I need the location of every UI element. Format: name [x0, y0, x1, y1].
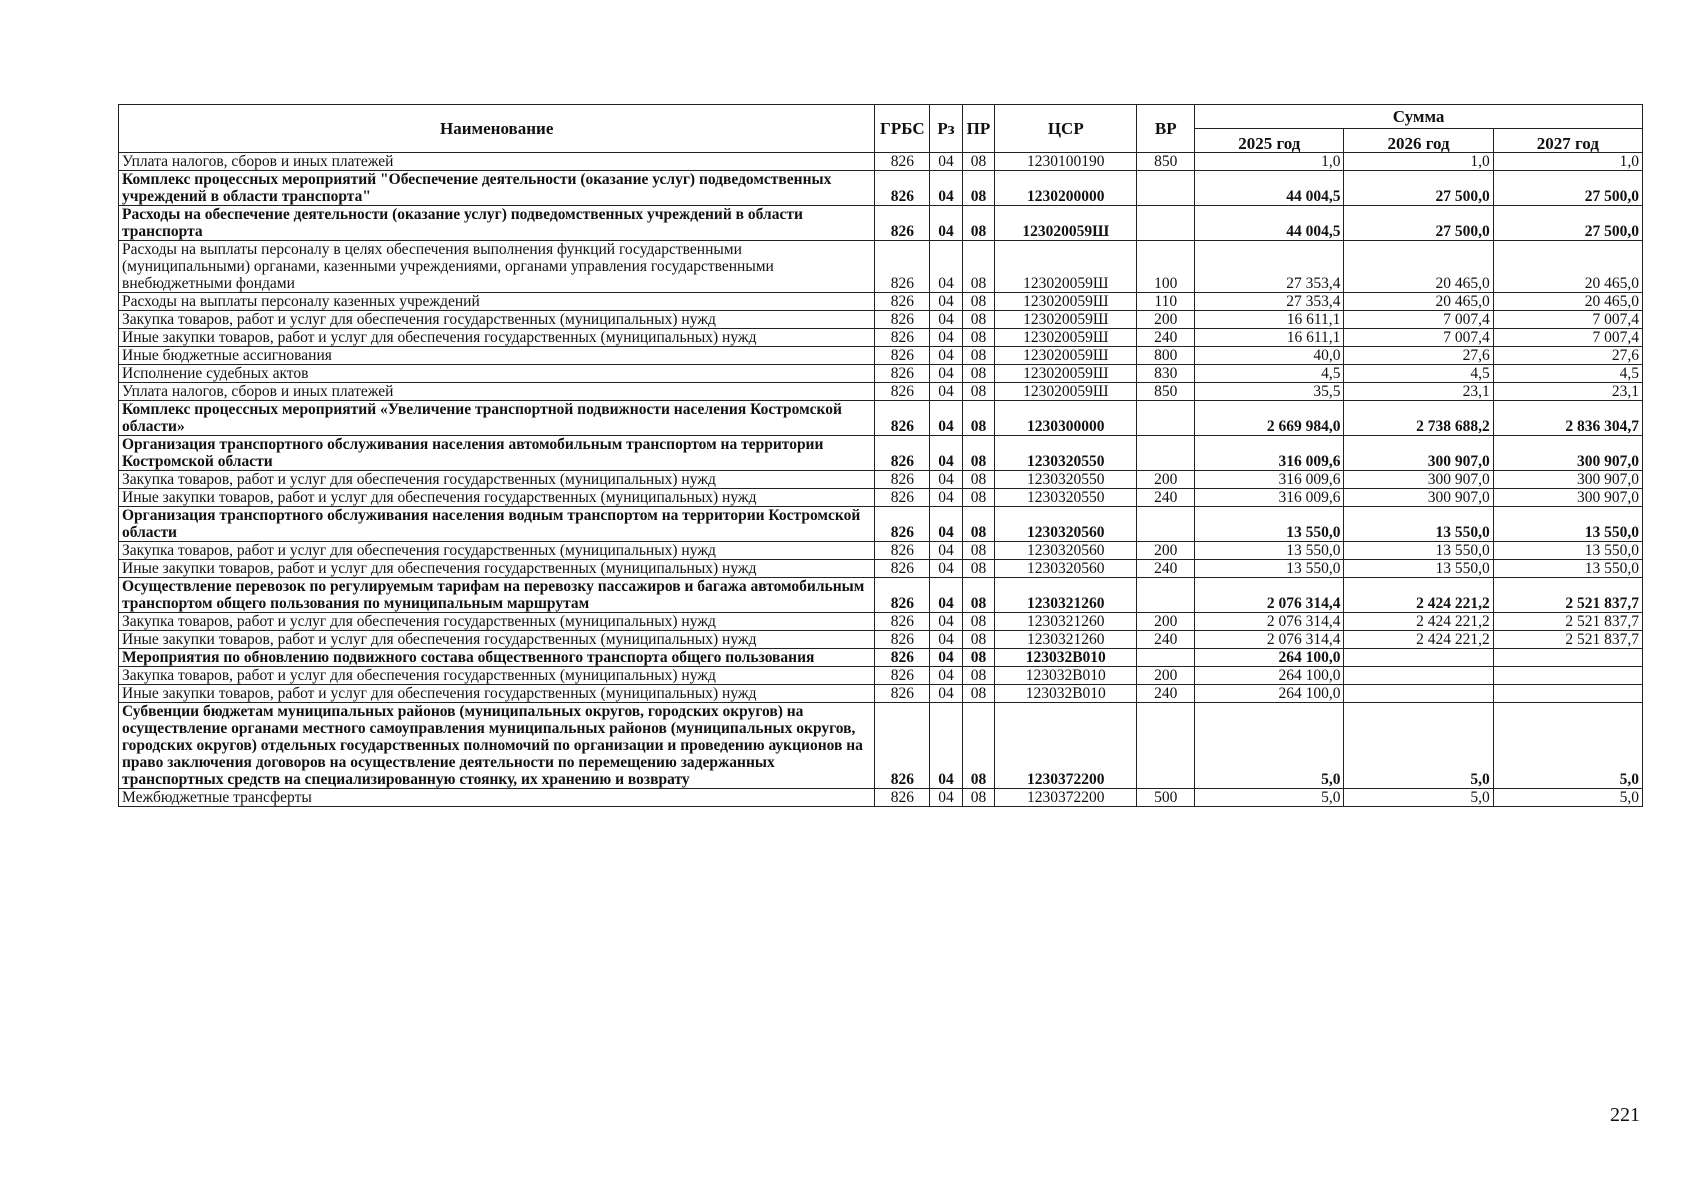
cell-2027: 2 836 304,7	[1493, 401, 1642, 436]
cell-rz: 04	[930, 206, 962, 241]
table-row	[119, 631, 1643, 649]
table-row	[119, 241, 1643, 293]
cell-rz: 04	[930, 365, 962, 383]
cell-2027: 7 007,4	[1493, 329, 1642, 347]
cell-2026: 23,1	[1344, 383, 1493, 401]
cell-2026: 20 465,0	[1344, 293, 1493, 311]
cell-pr: 08	[962, 613, 994, 631]
cell-2025: 2 076 314,4	[1195, 631, 1344, 649]
cell-grbs: 826	[875, 542, 930, 560]
cell-name: Иные бюджетные ассигнования	[119, 347, 875, 365]
cell-pr: 08	[962, 383, 994, 401]
cell-2025: 16 611,1	[1195, 311, 1344, 329]
cell-vr	[1137, 401, 1195, 436]
cell-2025: 5,0	[1195, 789, 1344, 807]
cell-grbs: 826	[875, 311, 930, 329]
cell-2026: 5,0	[1344, 789, 1493, 807]
cell-2026	[1344, 649, 1493, 667]
cell-name: Организация транспортного обслуживания населения автомобильным транспортом на территории Костромской области	[119, 436, 875, 471]
cell-2026: 2 424 221,2	[1344, 578, 1493, 613]
table-row	[119, 347, 1643, 365]
cell-grbs: 826	[875, 667, 930, 685]
cell-2026: 2 424 221,2	[1344, 613, 1493, 631]
cell-2025: 316 009,6	[1195, 489, 1344, 507]
cell-pr: 08	[962, 347, 994, 365]
header-2026: 2026 год	[1344, 129, 1493, 153]
table-row	[119, 311, 1643, 329]
cell-2025: 44 004,5	[1195, 171, 1344, 206]
cell-grbs: 826	[875, 241, 930, 293]
cell-rz: 04	[930, 311, 962, 329]
cell-rz: 04	[930, 241, 962, 293]
table-row	[119, 613, 1643, 631]
cell-vr: 110	[1137, 293, 1195, 311]
table-row	[119, 507, 1643, 542]
cell-csr: 1230100190	[995, 153, 1137, 171]
table-row	[119, 649, 1643, 667]
cell-pr: 08	[962, 489, 994, 507]
table-row	[119, 578, 1643, 613]
cell-2026: 300 907,0	[1344, 436, 1493, 471]
cell-2025: 2 669 984,0	[1195, 401, 1344, 436]
cell-grbs: 826	[875, 631, 930, 649]
table-row	[119, 329, 1643, 347]
cell-2025: 13 550,0	[1195, 542, 1344, 560]
cell-name: Иные закупки товаров, работ и услуг для обеспечения государственных (муниципальных) нужд	[119, 489, 875, 507]
cell-csr: 123020059Ш	[995, 241, 1137, 293]
cell-2027: 27,6	[1493, 347, 1642, 365]
cell-name: Субвенции бюджетам муниципальных районов (муниципальных округов, городских округов) на осуществление органами местного самоуправления муниципальных районов (муниципальных округов, городских округов) отдельных государственных полномочий по организации и проведению аукционов на право заключения договоров на осуществление деятельности по перемещению задержанных транспортных средств на специализированную стоянку, их хранению и возврату	[119, 703, 875, 789]
cell-csr: 1230300000	[995, 401, 1137, 436]
cell-2025: 40,0	[1195, 347, 1344, 365]
cell-csr: 123020059Ш	[995, 329, 1137, 347]
cell-pr: 08	[962, 631, 994, 649]
cell-2025: 16 611,1	[1195, 329, 1344, 347]
cell-2027: 23,1	[1493, 383, 1642, 401]
cell-name: Комплекс процессных мероприятий "Обеспечение деятельности (оказание услуг) подведомственных учреждений в области транспорта"	[119, 171, 875, 206]
cell-2026: 13 550,0	[1344, 507, 1493, 542]
cell-2026: 13 550,0	[1344, 560, 1493, 578]
header-rz: Рз	[930, 105, 962, 153]
cell-2025: 35,5	[1195, 383, 1344, 401]
cell-2025: 316 009,6	[1195, 471, 1344, 489]
cell-2027	[1493, 667, 1642, 685]
cell-2026: 4,5	[1344, 365, 1493, 383]
cell-vr: 240	[1137, 685, 1195, 703]
cell-name: Закупка товаров, работ и услуг для обеспечения государственных (муниципальных) нужд	[119, 613, 875, 631]
cell-pr: 08	[962, 436, 994, 471]
cell-rz: 04	[930, 153, 962, 171]
cell-name: Иные закупки товаров, работ и услуг для обеспечения государственных (муниципальных) нужд	[119, 685, 875, 703]
cell-2025: 264 100,0	[1195, 667, 1344, 685]
cell-csr: 1230320560	[995, 560, 1137, 578]
cell-2027	[1493, 649, 1642, 667]
cell-vr	[1137, 436, 1195, 471]
cell-csr: 1230320550	[995, 471, 1137, 489]
cell-csr: 123020059Ш	[995, 311, 1137, 329]
cell-grbs: 826	[875, 365, 930, 383]
cell-csr: 1230200000	[995, 171, 1137, 206]
cell-vr: 240	[1137, 489, 1195, 507]
header-grbs: ГРБС	[875, 105, 930, 153]
cell-grbs: 826	[875, 206, 930, 241]
cell-name: Иные закупки товаров, работ и услуг для обеспечения государственных (муниципальных) нужд	[119, 560, 875, 578]
cell-pr: 08	[962, 206, 994, 241]
cell-grbs: 826	[875, 560, 930, 578]
cell-vr: 240	[1137, 560, 1195, 578]
cell-2027: 300 907,0	[1493, 471, 1642, 489]
cell-vr	[1137, 206, 1195, 241]
cell-2026: 20 465,0	[1344, 241, 1493, 293]
cell-name: Организация транспортного обслуживания населения водным транспортом на территории Костромской области	[119, 507, 875, 542]
cell-vr: 500	[1137, 789, 1195, 807]
cell-2025: 4,5	[1195, 365, 1344, 383]
cell-csr: 1230321260	[995, 613, 1137, 631]
cell-2027: 2 521 837,7	[1493, 613, 1642, 631]
cell-rz: 04	[930, 667, 962, 685]
cell-vr: 850	[1137, 383, 1195, 401]
cell-grbs: 826	[875, 578, 930, 613]
table-body	[119, 153, 1643, 807]
cell-2027: 4,5	[1493, 365, 1642, 383]
header-vr: ВР	[1137, 105, 1195, 153]
cell-pr: 08	[962, 542, 994, 560]
cell-pr: 08	[962, 401, 994, 436]
cell-2027: 2 521 837,7	[1493, 578, 1642, 613]
cell-csr: 123020059Ш	[995, 347, 1137, 365]
cell-rz: 04	[930, 613, 962, 631]
cell-2026: 300 907,0	[1344, 471, 1493, 489]
cell-csr: 1230320550	[995, 489, 1137, 507]
cell-pr: 08	[962, 365, 994, 383]
cell-vr: 800	[1137, 347, 1195, 365]
cell-2026: 13 550,0	[1344, 542, 1493, 560]
cell-2025: 2 076 314,4	[1195, 613, 1344, 631]
cell-2026: 2 424 221,2	[1344, 631, 1493, 649]
cell-rz: 04	[930, 489, 962, 507]
cell-name: Расходы на обеспечение деятельности (оказание услуг) подведомственных учреждений в области транспорта	[119, 206, 875, 241]
cell-rz: 04	[930, 383, 962, 401]
cell-rz: 04	[930, 560, 962, 578]
cell-2026: 1,0	[1344, 153, 1493, 171]
cell-pr: 08	[962, 667, 994, 685]
cell-2026	[1344, 667, 1493, 685]
cell-csr: 123020059Ш	[995, 293, 1137, 311]
cell-vr: 100	[1137, 241, 1195, 293]
cell-pr: 08	[962, 703, 994, 789]
cell-2027: 27 500,0	[1493, 171, 1642, 206]
cell-name: Закупка товаров, работ и услуг для обеспечения государственных (муниципальных) нужд	[119, 311, 875, 329]
cell-2025: 316 009,6	[1195, 436, 1344, 471]
cell-rz: 04	[930, 578, 962, 613]
cell-name: Уплата налогов, сборов и иных платежей	[119, 153, 875, 171]
header-pr: ПР	[962, 105, 994, 153]
cell-pr: 08	[962, 507, 994, 542]
cell-csr: 123032В010	[995, 667, 1137, 685]
cell-rz: 04	[930, 649, 962, 667]
cell-grbs: 826	[875, 347, 930, 365]
cell-2027: 2 521 837,7	[1493, 631, 1642, 649]
header-sum: Сумма	[1195, 105, 1643, 129]
cell-vr: 200	[1137, 311, 1195, 329]
cell-rz: 04	[930, 685, 962, 703]
cell-pr: 08	[962, 241, 994, 293]
cell-grbs: 826	[875, 329, 930, 347]
cell-2027: 13 550,0	[1493, 542, 1642, 560]
cell-vr: 200	[1137, 613, 1195, 631]
cell-2026: 27 500,0	[1344, 206, 1493, 241]
cell-name: Исполнение судебных актов	[119, 365, 875, 383]
cell-2026: 2 738 688,2	[1344, 401, 1493, 436]
table-row	[119, 171, 1643, 206]
table-row	[119, 703, 1643, 789]
page-number: 221	[1610, 1104, 1640, 1126]
table-row	[119, 206, 1643, 241]
cell-2025: 1,0	[1195, 153, 1344, 171]
cell-rz: 04	[930, 542, 962, 560]
cell-2025: 264 100,0	[1195, 685, 1344, 703]
cell-name: Закупка товаров, работ и услуг для обеспечения государственных (муниципальных) нужд	[119, 542, 875, 560]
cell-2027: 7 007,4	[1493, 311, 1642, 329]
cell-vr	[1137, 507, 1195, 542]
cell-csr: 1230320560	[995, 542, 1137, 560]
cell-grbs: 826	[875, 789, 930, 807]
cell-grbs: 826	[875, 489, 930, 507]
cell-rz: 04	[930, 789, 962, 807]
cell-pr: 08	[962, 649, 994, 667]
cell-vr	[1137, 703, 1195, 789]
cell-grbs: 826	[875, 436, 930, 471]
cell-pr: 08	[962, 171, 994, 206]
table-row	[119, 436, 1643, 471]
cell-grbs: 826	[875, 613, 930, 631]
cell-vr: 240	[1137, 329, 1195, 347]
cell-csr: 1230372200	[995, 703, 1137, 789]
cell-csr: 123032В010	[995, 649, 1137, 667]
cell-name: Закупка товаров, работ и услуг для обеспечения государственных (муниципальных) нужд	[119, 471, 875, 489]
cell-2025: 27 353,4	[1195, 241, 1344, 293]
cell-2025: 44 004,5	[1195, 206, 1344, 241]
cell-vr: 200	[1137, 542, 1195, 560]
cell-csr: 1230320550	[995, 436, 1137, 471]
cell-vr: 850	[1137, 153, 1195, 171]
cell-pr: 08	[962, 311, 994, 329]
cell-name: Межбюджетные трансферты	[119, 789, 875, 807]
cell-grbs: 826	[875, 293, 930, 311]
cell-csr: 123020059Ш	[995, 365, 1137, 383]
cell-2025: 13 550,0	[1195, 507, 1344, 542]
cell-grbs: 826	[875, 153, 930, 171]
header-name: Наименование	[119, 105, 875, 153]
table-row	[119, 293, 1643, 311]
budget-table	[118, 104, 1643, 807]
cell-rz: 04	[930, 631, 962, 649]
cell-rz: 04	[930, 171, 962, 206]
cell-2027: 5,0	[1493, 703, 1642, 789]
cell-rz: 04	[930, 703, 962, 789]
table-row	[119, 789, 1643, 807]
cell-2025: 5,0	[1195, 703, 1344, 789]
cell-rz: 04	[930, 347, 962, 365]
cell-csr: 1230321260	[995, 631, 1137, 649]
cell-grbs: 826	[875, 401, 930, 436]
cell-vr: 200	[1137, 667, 1195, 685]
cell-2027: 300 907,0	[1493, 489, 1642, 507]
cell-vr	[1137, 649, 1195, 667]
cell-2025: 264 100,0	[1195, 649, 1344, 667]
cell-csr: 123020059Ш	[995, 206, 1137, 241]
cell-name: Иные закупки товаров, работ и услуг для обеспечения государственных (муниципальных) нужд	[119, 631, 875, 649]
cell-pr: 08	[962, 329, 994, 347]
cell-name: Осуществление перевозок по регулируемым тарифам на перевозку пассажиров и багажа автомобильным транспортом общего пользования по муниципальным маршрутам	[119, 578, 875, 613]
cell-grbs: 826	[875, 685, 930, 703]
cell-rz: 04	[930, 436, 962, 471]
table-row	[119, 153, 1643, 171]
cell-grbs: 826	[875, 507, 930, 542]
cell-grbs: 826	[875, 703, 930, 789]
cell-vr: 830	[1137, 365, 1195, 383]
cell-2026: 7 007,4	[1344, 329, 1493, 347]
cell-csr: 123020059Ш	[995, 383, 1137, 401]
cell-rz: 04	[930, 401, 962, 436]
table-row	[119, 471, 1643, 489]
cell-pr: 08	[962, 789, 994, 807]
cell-2027: 13 550,0	[1493, 507, 1642, 542]
cell-2026	[1344, 685, 1493, 703]
table-row	[119, 401, 1643, 436]
cell-2027: 20 465,0	[1493, 293, 1642, 311]
cell-pr: 08	[962, 153, 994, 171]
header-csr: ЦСР	[995, 105, 1137, 153]
cell-pr: 08	[962, 560, 994, 578]
cell-rz: 04	[930, 329, 962, 347]
cell-pr: 08	[962, 471, 994, 489]
table-row	[119, 685, 1643, 703]
cell-csr: 1230320560	[995, 507, 1137, 542]
table-row	[119, 365, 1643, 383]
cell-2025: 2 076 314,4	[1195, 578, 1344, 613]
cell-name: Иные закупки товаров, работ и услуг для обеспечения государственных (муниципальных) нужд	[119, 329, 875, 347]
cell-grbs: 826	[875, 649, 930, 667]
header-2025: 2025 год	[1195, 129, 1344, 153]
cell-2025: 27 353,4	[1195, 293, 1344, 311]
cell-grbs: 826	[875, 171, 930, 206]
table-row	[119, 489, 1643, 507]
cell-2026: 27 500,0	[1344, 171, 1493, 206]
cell-2027: 13 550,0	[1493, 560, 1642, 578]
cell-name: Расходы на выплаты персоналу казенных учреждений	[119, 293, 875, 311]
cell-pr: 08	[962, 578, 994, 613]
cell-2026: 7 007,4	[1344, 311, 1493, 329]
cell-2027	[1493, 685, 1642, 703]
table-row	[119, 383, 1643, 401]
cell-csr: 123032В010	[995, 685, 1137, 703]
cell-2027: 300 907,0	[1493, 436, 1642, 471]
cell-2026: 27,6	[1344, 347, 1493, 365]
cell-2026: 300 907,0	[1344, 489, 1493, 507]
cell-2025: 13 550,0	[1195, 560, 1344, 578]
cell-name: Закупка товаров, работ и услуг для обеспечения государственных (муниципальных) нужд	[119, 667, 875, 685]
cell-rz: 04	[930, 471, 962, 489]
table-row	[119, 667, 1643, 685]
cell-name: Комплекс процессных мероприятий «Увеличение транспортной подвижности населения Костромской области»	[119, 401, 875, 436]
cell-vr: 240	[1137, 631, 1195, 649]
cell-vr	[1137, 171, 1195, 206]
header-2027: 2027 год	[1493, 129, 1642, 153]
table-row	[119, 542, 1643, 560]
cell-name: Уплата налогов, сборов и иных платежей	[119, 383, 875, 401]
cell-2026: 5,0	[1344, 703, 1493, 789]
cell-name: Расходы на выплаты персоналу в целях обеспечения выполнения функций государственными (муниципальными) органами, казенными учреждениями, органами управления государственными внебюджетными фондами	[119, 241, 875, 293]
table-row	[119, 560, 1643, 578]
cell-grbs: 826	[875, 383, 930, 401]
cell-2027: 5,0	[1493, 789, 1642, 807]
cell-2027: 27 500,0	[1493, 206, 1642, 241]
cell-pr: 08	[962, 293, 994, 311]
cell-rz: 04	[930, 293, 962, 311]
cell-name: Мероприятия по обновлению подвижного состава общественного транспорта общего пользования	[119, 649, 875, 667]
cell-vr	[1137, 578, 1195, 613]
cell-csr: 1230372200	[995, 789, 1137, 807]
cell-vr: 200	[1137, 471, 1195, 489]
cell-grbs: 826	[875, 471, 930, 489]
cell-csr: 1230321260	[995, 578, 1137, 613]
cell-2027: 20 465,0	[1493, 241, 1642, 293]
cell-pr: 08	[962, 685, 994, 703]
cell-2027: 1,0	[1493, 153, 1642, 171]
cell-rz: 04	[930, 507, 962, 542]
